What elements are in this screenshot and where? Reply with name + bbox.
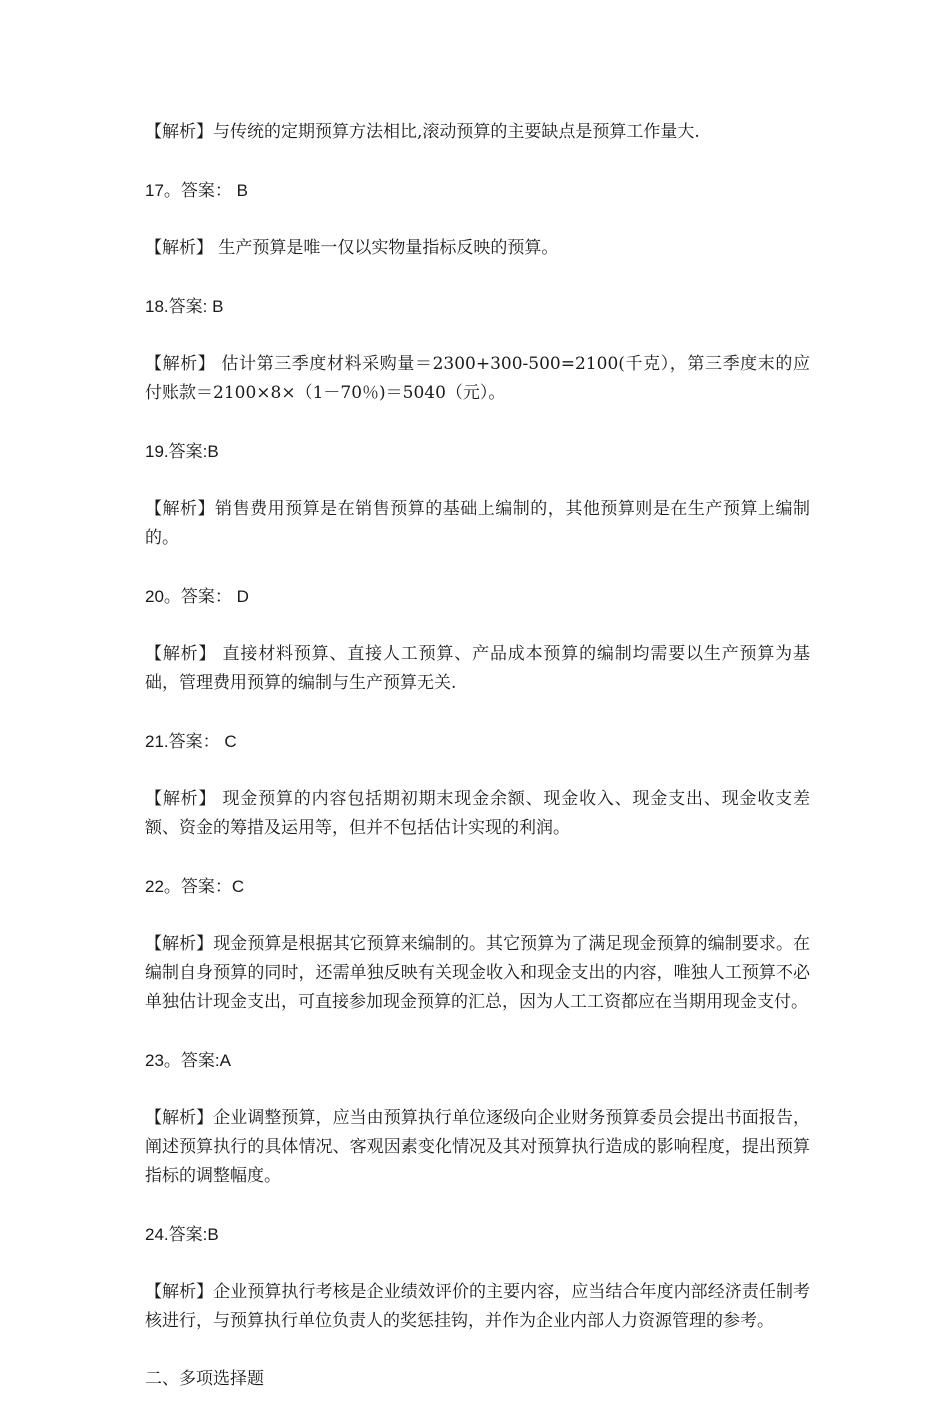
explanation-19: 【解析】销售费用预算是在销售预算的基础上编制的，其他预算则是在生产预算上编制的。 [145, 499, 810, 548]
answer-21: 21.答案： C [145, 732, 237, 751]
answer-22: 22。答案：C [145, 877, 245, 896]
explanation-24: 【解析】企业预算执行考核是企业绩效评价的主要内容，应当结合年度内部经济责任制考核进行，与预算执行单位负责人的奖惩挂钩，并作为企业内部人力资源管理的参考。 [145, 1282, 810, 1331]
explanation-20: 【解析】 直接材料预算、直接人工预算、产品成本预算的编制均需要以生产预算为基础，管理费用预算的编制与生产预算无关. [145, 644, 810, 693]
explanation-17: 【解析】 生产预算是唯一仅以实物量指标反映的预算。 [145, 238, 559, 258]
answer-23: 23。答案:A [145, 1051, 231, 1070]
section-heading-multiple-choice: 二、多项选择题 [145, 1369, 264, 1389]
answer-18: 18.答案: B [145, 297, 224, 316]
answer-17: 17。答案： B [145, 181, 248, 200]
explanation-21: 【解析】 现金预算的内容包括期初期末现金余额、现金收入、现金支出、现金收支差额、资金的筹措及运用等，但并不包括估计实现的利润。 [145, 789, 810, 838]
answer-20: 20。答案： D [145, 587, 249, 606]
explanation-22: 【解析】现金预算是根据其它预算来编制的。其它预算为了满足现金预算的编制要求。在编制自身预算的同时，还需单独反映有关现金收入和现金支出的内容，唯独人工预算不必单独估计现金支出，可直接参加现金预算的汇总，因为人工工资都应在当期用现金支付。 [145, 934, 810, 1012]
explanation-23: 【解析】企业调整预算，应当由预算执行单位逐级向企业财务预算委员会提出书面报告，阐述预算执行的具体情况、客观因素变化情况及其对预算执行造成的影响程度，提出预算指标的调整幅度。 [145, 1108, 810, 1186]
answer-19: 19.答案:B [145, 442, 219, 461]
document-page [145, 118, 810, 1423]
answer-24: 24.答案:B [145, 1225, 219, 1244]
explanation-16: 【解析】与传统的定期预算方法相比,滚动预算的主要缺点是预算工作量大. [145, 122, 700, 142]
explanation-18: 【解析】 估计第三季度材料采购量＝2300+300-500=2100(千克），第三季度末的应付账款＝2100×8×（1－70％)＝5040（元）。 [145, 354, 810, 403]
